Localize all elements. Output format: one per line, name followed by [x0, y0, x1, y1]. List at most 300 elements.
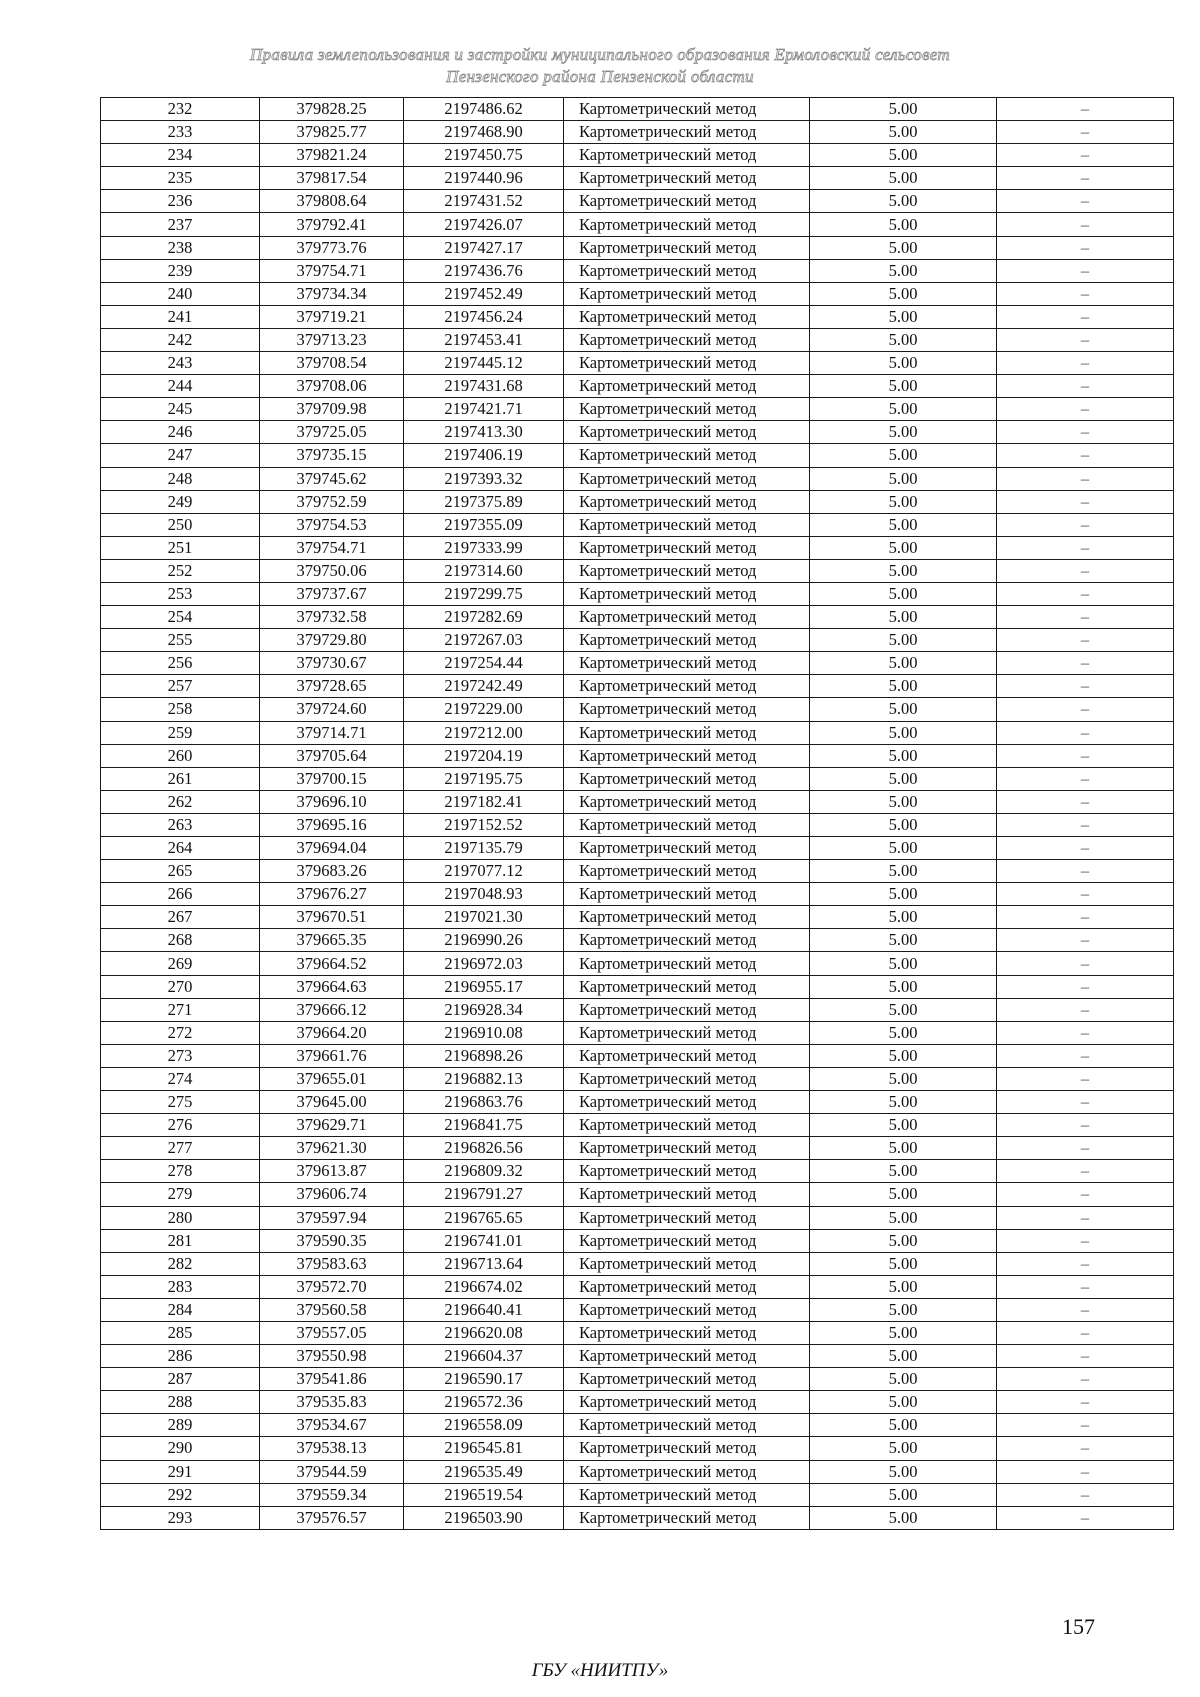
x-coordinate-cell: 379576.57	[260, 1506, 404, 1529]
x-coordinate-cell: 379621.30	[260, 1137, 404, 1160]
accuracy-cell: 5.00	[810, 1506, 997, 1529]
table-row	[101, 1183, 1174, 1206]
description-cell: –	[997, 952, 1174, 975]
x-coordinate-cell: 379676.27	[260, 883, 404, 906]
method-cell: Картометрический метод	[564, 975, 810, 998]
accuracy-cell: 5.00	[810, 259, 997, 282]
method-cell: Картометрический метод	[564, 1391, 810, 1414]
x-coordinate-cell: 379583.63	[260, 1252, 404, 1275]
description-cell: –	[997, 352, 1174, 375]
table-row	[101, 906, 1174, 929]
description-cell: –	[997, 721, 1174, 744]
method-cell: Картометрический метод	[564, 1345, 810, 1368]
header-line-2: Пензенского района Пензенской области	[446, 67, 754, 86]
table-row	[101, 652, 1174, 675]
y-coordinate-cell: 2197267.03	[404, 629, 564, 652]
accuracy-cell: 5.00	[810, 144, 997, 167]
x-coordinate-cell: 379734.34	[260, 282, 404, 305]
point-number-cell: 280	[101, 1206, 260, 1229]
method-cell: Картометрический метод	[564, 767, 810, 790]
table-row	[101, 1229, 1174, 1252]
table-row	[101, 1160, 1174, 1183]
method-cell: Картометрический метод	[564, 744, 810, 767]
point-number-cell: 260	[101, 744, 260, 767]
method-cell: Картометрический метод	[564, 1229, 810, 1252]
point-number-cell: 250	[101, 513, 260, 536]
table-row	[101, 675, 1174, 698]
x-coordinate-cell: 379728.65	[260, 675, 404, 698]
point-number-cell: 248	[101, 467, 260, 490]
x-coordinate-cell: 379737.67	[260, 582, 404, 605]
description-cell: –	[997, 1345, 1174, 1368]
table-row	[101, 1067, 1174, 1090]
y-coordinate-cell: 2197431.68	[404, 375, 564, 398]
table-row	[101, 1414, 1174, 1437]
method-cell: Картометрический метод	[564, 513, 810, 536]
point-number-cell: 284	[101, 1298, 260, 1321]
point-number-cell: 235	[101, 167, 260, 190]
point-number-cell: 252	[101, 559, 260, 582]
point-number-cell: 249	[101, 490, 260, 513]
table-row	[101, 236, 1174, 259]
table-row	[101, 790, 1174, 813]
point-number-cell: 258	[101, 698, 260, 721]
x-coordinate-cell: 379695.16	[260, 813, 404, 836]
y-coordinate-cell: 2196928.34	[404, 998, 564, 1021]
y-coordinate-cell: 2197452.49	[404, 282, 564, 305]
x-coordinate-cell: 379550.98	[260, 1345, 404, 1368]
accuracy-cell: 5.00	[810, 790, 997, 813]
point-number-cell: 267	[101, 906, 260, 929]
x-coordinate-cell: 379590.35	[260, 1229, 404, 1252]
table-row	[101, 421, 1174, 444]
table-row	[101, 444, 1174, 467]
accuracy-cell: 5.00	[810, 1298, 997, 1321]
method-cell: Картометрический метод	[564, 467, 810, 490]
table-row	[101, 1044, 1174, 1067]
accuracy-cell: 5.00	[810, 1321, 997, 1344]
accuracy-cell: 5.00	[810, 1206, 997, 1229]
table-row	[101, 352, 1174, 375]
description-cell: –	[997, 1414, 1174, 1437]
description-cell: –	[997, 513, 1174, 536]
y-coordinate-cell: 2197413.30	[404, 421, 564, 444]
accuracy-cell: 5.00	[810, 352, 997, 375]
table-row	[101, 629, 1174, 652]
y-coordinate-cell: 2197427.17	[404, 236, 564, 259]
table-row	[101, 860, 1174, 883]
x-coordinate-cell: 379817.54	[260, 167, 404, 190]
table-row	[101, 1137, 1174, 1160]
description-cell: –	[997, 1114, 1174, 1137]
point-number-cell: 286	[101, 1345, 260, 1368]
method-cell: Картометрический метод	[564, 1460, 810, 1483]
x-coordinate-cell: 379708.54	[260, 352, 404, 375]
x-coordinate-cell: 379750.06	[260, 559, 404, 582]
x-coordinate-cell: 379696.10	[260, 790, 404, 813]
method-cell: Картометрический метод	[564, 1252, 810, 1275]
y-coordinate-cell: 2197182.41	[404, 790, 564, 813]
y-coordinate-cell: 2197445.12	[404, 352, 564, 375]
table-row	[101, 213, 1174, 236]
point-number-cell: 244	[101, 375, 260, 398]
y-coordinate-cell: 2196826.56	[404, 1137, 564, 1160]
y-coordinate-cell: 2197375.89	[404, 490, 564, 513]
table-row	[101, 98, 1174, 121]
method-cell: Картометрический метод	[564, 675, 810, 698]
point-number-cell: 243	[101, 352, 260, 375]
x-coordinate-cell: 379821.24	[260, 144, 404, 167]
description-cell: –	[997, 698, 1174, 721]
method-cell: Картометрический метод	[564, 536, 810, 559]
description-cell: –	[997, 559, 1174, 582]
method-cell: Картометрический метод	[564, 906, 810, 929]
description-cell: –	[997, 744, 1174, 767]
description-cell: –	[997, 1275, 1174, 1298]
x-coordinate-cell: 379541.86	[260, 1368, 404, 1391]
y-coordinate-cell: 2196572.36	[404, 1391, 564, 1414]
accuracy-cell: 5.00	[810, 744, 997, 767]
point-number-cell: 279	[101, 1183, 260, 1206]
x-coordinate-cell: 379825.77	[260, 121, 404, 144]
method-cell: Картометрический метод	[564, 1067, 810, 1090]
description-cell: –	[997, 467, 1174, 490]
table-row	[101, 467, 1174, 490]
accuracy-cell: 5.00	[810, 998, 997, 1021]
method-cell: Картометрический метод	[564, 398, 810, 421]
accuracy-cell: 5.00	[810, 975, 997, 998]
point-number-cell: 276	[101, 1114, 260, 1137]
accuracy-cell: 5.00	[810, 1391, 997, 1414]
x-coordinate-cell: 379572.70	[260, 1275, 404, 1298]
description-cell: –	[997, 398, 1174, 421]
x-coordinate-cell: 379694.04	[260, 837, 404, 860]
x-coordinate-cell: 379597.94	[260, 1206, 404, 1229]
x-coordinate-cell: 379664.63	[260, 975, 404, 998]
y-coordinate-cell: 2196765.65	[404, 1206, 564, 1229]
description-cell: –	[997, 490, 1174, 513]
y-coordinate-cell: 2197406.19	[404, 444, 564, 467]
y-coordinate-cell: 2196972.03	[404, 952, 564, 975]
method-cell: Картометрический метод	[564, 929, 810, 952]
method-cell: Картометрический метод	[564, 1183, 810, 1206]
x-coordinate-cell: 379745.62	[260, 467, 404, 490]
method-cell: Картометрический метод	[564, 883, 810, 906]
point-number-cell: 233	[101, 121, 260, 144]
header-line-1: Правила землепользования и застройки муниципального образования Ермоловский сельсовет	[250, 45, 950, 64]
accuracy-cell: 5.00	[810, 883, 997, 906]
x-coordinate-cell: 379535.83	[260, 1391, 404, 1414]
point-number-cell: 236	[101, 190, 260, 213]
coordinates-table-body	[101, 98, 1174, 1530]
accuracy-cell: 5.00	[810, 1368, 997, 1391]
y-coordinate-cell: 2196620.08	[404, 1321, 564, 1344]
page-header	[0, 44, 1200, 88]
method-cell: Картометрический метод	[564, 121, 810, 144]
point-number-cell: 238	[101, 236, 260, 259]
x-coordinate-cell: 379729.80	[260, 629, 404, 652]
accuracy-cell: 5.00	[810, 837, 997, 860]
table-row	[101, 1483, 1174, 1506]
point-number-cell: 283	[101, 1275, 260, 1298]
description-cell: –	[997, 236, 1174, 259]
accuracy-cell: 5.00	[810, 929, 997, 952]
x-coordinate-cell: 379792.41	[260, 213, 404, 236]
description-cell: –	[997, 1506, 1174, 1529]
y-coordinate-cell: 2197333.99	[404, 536, 564, 559]
x-coordinate-cell: 379664.52	[260, 952, 404, 975]
y-coordinate-cell: 2197453.41	[404, 328, 564, 351]
x-coordinate-cell: 379754.53	[260, 513, 404, 536]
y-coordinate-cell: 2196741.01	[404, 1229, 564, 1252]
x-coordinate-cell: 379538.13	[260, 1437, 404, 1460]
table-row	[101, 883, 1174, 906]
accuracy-cell: 5.00	[810, 1414, 997, 1437]
table-row	[101, 121, 1174, 144]
table-row	[101, 1252, 1174, 1275]
description-cell: –	[997, 1044, 1174, 1067]
point-number-cell: 271	[101, 998, 260, 1021]
x-coordinate-cell: 379808.64	[260, 190, 404, 213]
description-cell: –	[997, 1391, 1174, 1414]
accuracy-cell: 5.00	[810, 375, 997, 398]
description-cell: –	[997, 305, 1174, 328]
accuracy-cell: 5.00	[810, 860, 997, 883]
accuracy-cell: 5.00	[810, 236, 997, 259]
accuracy-cell: 5.00	[810, 1137, 997, 1160]
table-row	[101, 929, 1174, 952]
y-coordinate-cell: 2196590.17	[404, 1368, 564, 1391]
method-cell: Картометрический метод	[564, 375, 810, 398]
description-cell: –	[997, 1206, 1174, 1229]
point-number-cell: 278	[101, 1160, 260, 1183]
accuracy-cell: 5.00	[810, 444, 997, 467]
description-cell: –	[997, 837, 1174, 860]
table-row	[101, 1021, 1174, 1044]
point-number-cell: 277	[101, 1137, 260, 1160]
x-coordinate-cell: 379730.67	[260, 652, 404, 675]
y-coordinate-cell: 2196640.41	[404, 1298, 564, 1321]
table-row	[101, 582, 1174, 605]
method-cell: Картометрический метод	[564, 998, 810, 1021]
page-number: 157	[1062, 1614, 1095, 1639]
y-coordinate-cell: 2196713.64	[404, 1252, 564, 1275]
accuracy-cell: 5.00	[810, 606, 997, 629]
y-coordinate-cell: 2197135.79	[404, 837, 564, 860]
table-row	[101, 837, 1174, 860]
point-number-cell: 262	[101, 790, 260, 813]
point-number-cell: 237	[101, 213, 260, 236]
accuracy-cell: 5.00	[810, 767, 997, 790]
x-coordinate-cell: 379655.01	[260, 1067, 404, 1090]
method-cell: Картометрический метод	[564, 352, 810, 375]
x-coordinate-cell: 379613.87	[260, 1160, 404, 1183]
accuracy-cell: 5.00	[810, 906, 997, 929]
x-coordinate-cell: 379732.58	[260, 606, 404, 629]
accuracy-cell: 5.00	[810, 721, 997, 744]
y-coordinate-cell: 2196791.27	[404, 1183, 564, 1206]
method-cell: Картометрический метод	[564, 559, 810, 582]
y-coordinate-cell: 2196674.02	[404, 1275, 564, 1298]
method-cell: Картометрический метод	[564, 282, 810, 305]
accuracy-cell: 5.00	[810, 1345, 997, 1368]
description-cell: –	[997, 629, 1174, 652]
method-cell: Картометрический метод	[564, 1321, 810, 1344]
table-row	[101, 167, 1174, 190]
table-row	[101, 744, 1174, 767]
accuracy-cell: 5.00	[810, 121, 997, 144]
accuracy-cell: 5.00	[810, 559, 997, 582]
description-cell: –	[997, 1321, 1174, 1344]
description-cell: –	[997, 190, 1174, 213]
y-coordinate-cell: 2197204.19	[404, 744, 564, 767]
description-cell: –	[997, 1229, 1174, 1252]
method-cell: Картометрический метод	[564, 236, 810, 259]
x-coordinate-cell: 379559.34	[260, 1483, 404, 1506]
table-row	[101, 721, 1174, 744]
method-cell: Картометрический метод	[564, 444, 810, 467]
y-coordinate-cell: 2196882.13	[404, 1067, 564, 1090]
y-coordinate-cell: 2196519.54	[404, 1483, 564, 1506]
point-number-cell: 255	[101, 629, 260, 652]
accuracy-cell: 5.00	[810, 582, 997, 605]
method-cell: Картометрический метод	[564, 813, 810, 836]
table-row	[101, 998, 1174, 1021]
y-coordinate-cell: 2197242.49	[404, 675, 564, 698]
method-cell: Картометрический метод	[564, 837, 810, 860]
y-coordinate-cell: 2196558.09	[404, 1414, 564, 1437]
x-coordinate-cell: 379714.71	[260, 721, 404, 744]
description-cell: –	[997, 1067, 1174, 1090]
accuracy-cell: 5.00	[810, 1183, 997, 1206]
y-coordinate-cell: 2197152.52	[404, 813, 564, 836]
point-number-cell: 253	[101, 582, 260, 605]
method-cell: Картометрический метод	[564, 328, 810, 351]
y-coordinate-cell: 2197195.75	[404, 767, 564, 790]
accuracy-cell: 5.00	[810, 98, 997, 121]
table-row	[101, 1114, 1174, 1137]
method-cell: Картометрический метод	[564, 421, 810, 444]
y-coordinate-cell: 2197436.76	[404, 259, 564, 282]
accuracy-cell: 5.00	[810, 305, 997, 328]
method-cell: Картометрический метод	[564, 860, 810, 883]
y-coordinate-cell: 2196955.17	[404, 975, 564, 998]
y-coordinate-cell: 2197212.00	[404, 721, 564, 744]
accuracy-cell: 5.00	[810, 675, 997, 698]
table-row	[101, 1506, 1174, 1529]
y-coordinate-cell: 2196898.26	[404, 1044, 564, 1067]
table-row	[101, 1206, 1174, 1229]
point-number-cell: 269	[101, 952, 260, 975]
table-row	[101, 606, 1174, 629]
accuracy-cell: 5.00	[810, 190, 997, 213]
point-number-cell: 265	[101, 860, 260, 883]
point-number-cell: 242	[101, 328, 260, 351]
point-number-cell: 234	[101, 144, 260, 167]
method-cell: Картометрический метод	[564, 1044, 810, 1067]
x-coordinate-cell: 379700.15	[260, 767, 404, 790]
x-coordinate-cell: 379708.06	[260, 375, 404, 398]
point-number-cell: 273	[101, 1044, 260, 1067]
description-cell: –	[997, 213, 1174, 236]
accuracy-cell: 5.00	[810, 1114, 997, 1137]
point-number-cell: 287	[101, 1368, 260, 1391]
description-cell: –	[997, 444, 1174, 467]
point-number-cell: 246	[101, 421, 260, 444]
table-row	[101, 190, 1174, 213]
table-row	[101, 975, 1174, 998]
x-coordinate-cell: 379544.59	[260, 1460, 404, 1483]
accuracy-cell: 5.00	[810, 1044, 997, 1067]
method-cell: Картометрический метод	[564, 698, 810, 721]
y-coordinate-cell: 2197440.96	[404, 167, 564, 190]
x-coordinate-cell: 379666.12	[260, 998, 404, 1021]
table-row	[101, 1298, 1174, 1321]
description-cell: –	[997, 975, 1174, 998]
x-coordinate-cell: 379606.74	[260, 1183, 404, 1206]
description-cell: –	[997, 1252, 1174, 1275]
table-row	[101, 375, 1174, 398]
x-coordinate-cell: 379754.71	[260, 536, 404, 559]
point-number-cell: 257	[101, 675, 260, 698]
y-coordinate-cell: 2197077.12	[404, 860, 564, 883]
table-row	[101, 144, 1174, 167]
y-coordinate-cell: 2196841.75	[404, 1114, 564, 1137]
description-cell: –	[997, 1021, 1174, 1044]
y-coordinate-cell: 2197450.75	[404, 144, 564, 167]
point-number-cell: 282	[101, 1252, 260, 1275]
y-coordinate-cell: 2197456.24	[404, 305, 564, 328]
x-coordinate-cell: 379773.76	[260, 236, 404, 259]
point-number-cell: 289	[101, 1414, 260, 1437]
point-number-cell: 240	[101, 282, 260, 305]
x-coordinate-cell: 379645.00	[260, 1091, 404, 1114]
table-row	[101, 1275, 1174, 1298]
description-cell: –	[997, 813, 1174, 836]
point-number-cell: 272	[101, 1021, 260, 1044]
point-number-cell: 261	[101, 767, 260, 790]
table-row	[101, 1321, 1174, 1344]
accuracy-cell: 5.00	[810, 652, 997, 675]
method-cell: Картометрический метод	[564, 490, 810, 513]
point-number-cell: 291	[101, 1460, 260, 1483]
point-number-cell: 256	[101, 652, 260, 675]
accuracy-cell: 5.00	[810, 536, 997, 559]
accuracy-cell: 5.00	[810, 1483, 997, 1506]
accuracy-cell: 5.00	[810, 1229, 997, 1252]
point-number-cell: 241	[101, 305, 260, 328]
method-cell: Картометрический метод	[564, 1160, 810, 1183]
x-coordinate-cell: 379670.51	[260, 906, 404, 929]
x-coordinate-cell: 379534.67	[260, 1414, 404, 1437]
x-coordinate-cell: 379629.71	[260, 1114, 404, 1137]
y-coordinate-cell: 2197314.60	[404, 559, 564, 582]
accuracy-cell: 5.00	[810, 1021, 997, 1044]
description-cell: –	[997, 1483, 1174, 1506]
method-cell: Картометрический метод	[564, 629, 810, 652]
description-cell: –	[997, 883, 1174, 906]
point-number-cell: 281	[101, 1229, 260, 1252]
page-footer: ГБУ «НИИТПУ»	[531, 1660, 669, 1681]
description-cell: –	[997, 652, 1174, 675]
table-row	[101, 813, 1174, 836]
table-row	[101, 1391, 1174, 1414]
point-number-cell: 247	[101, 444, 260, 467]
table-row	[101, 1345, 1174, 1368]
table-row	[101, 698, 1174, 721]
description-cell: –	[997, 929, 1174, 952]
description-cell: –	[997, 259, 1174, 282]
